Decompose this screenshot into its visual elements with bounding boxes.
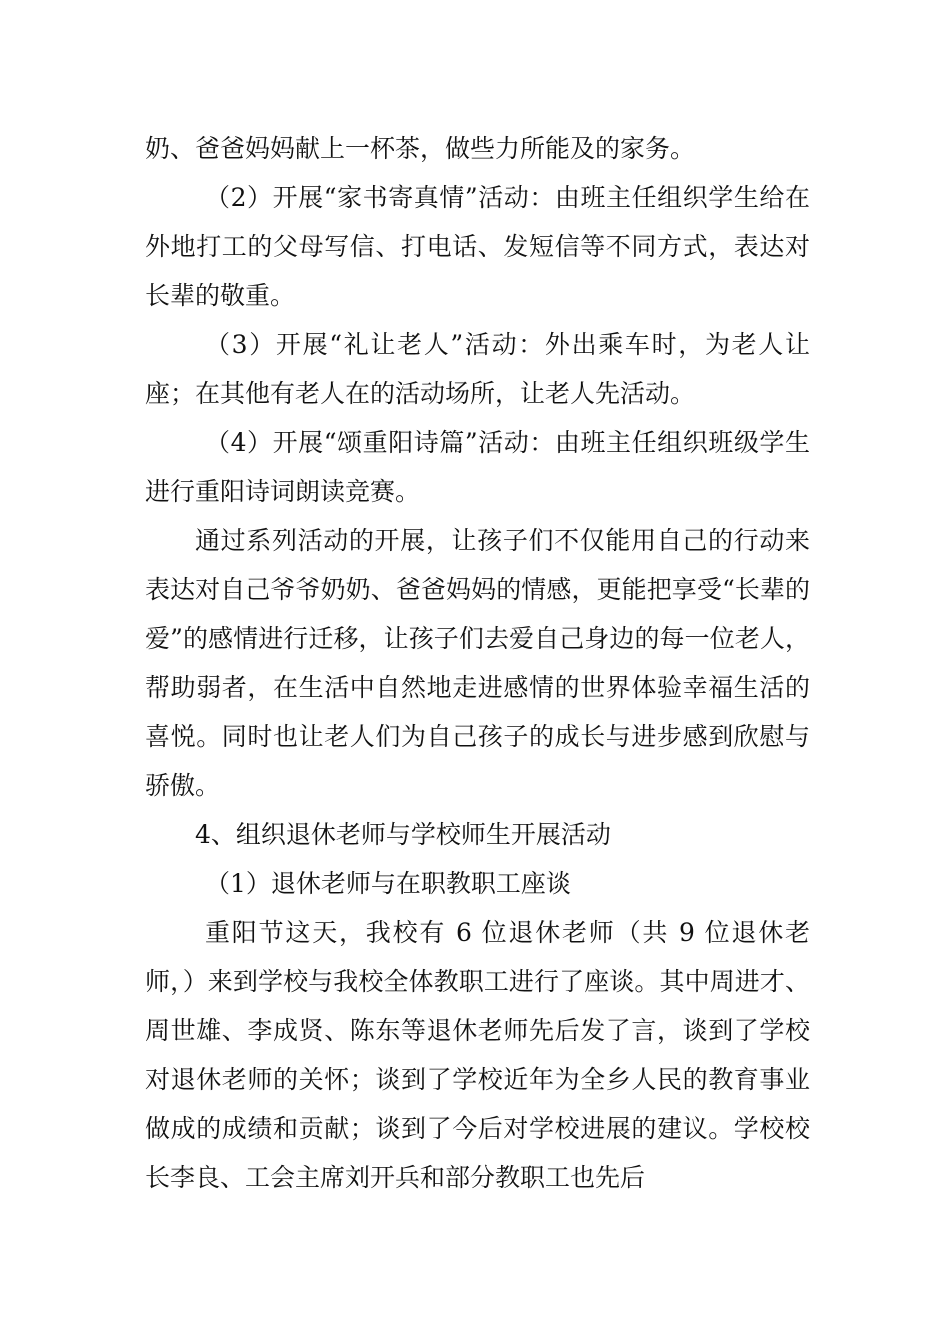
- paragraph-summary: 通过系列活动的开展，让孩子们不仅能用自己的行动来表达对自己爷爷奶奶、爸爸妈妈的情感，更能把享受“长辈的爱”的感情进行迁移，让孩子们去爱自己身边的每一位老人，帮助弱者，在生活中自然地走进感情的世界体验幸福生活的喜悦。同时也让老人们为自己孩子的成长与进步感到欣慰与骄傲。: [145, 526, 810, 800]
- paragraph-forum-details: 重阳节这天，我校有 6 位退休老师（共 9 位退休老师，）来到学校与我校全体教职工进行了座谈。其中周进才、周世雄、李成贤、陈东等退休老师先后发了言，谈到了学校对退休老师的关怀；谈到了学校近年为全乡人民的教育事业做成的成绩和贡献；谈到了今后对学校进展的建议。学校校长李良、工会主席刘开兵和部分教职工也先后: [145, 918, 810, 1192]
- section-heading-retired-teachers: 4、组织退休老师与学校师生开展活动: [195, 820, 611, 849]
- document-page: [145, 124, 810, 1202]
- paragraph-activity-poems: （4）开展“颂重阳诗篇”活动：由班主任组织班级学生进行重阳诗词朗读竞赛。: [145, 428, 810, 506]
- paragraph-continuation: 奶、爸爸妈妈献上一杯茶，做些力所能及的家务。: [145, 134, 696, 163]
- paragraph-activity-seats: （3）开展“礼让老人”活动：外出乘车时，为老人让座；在其他有老人在的活动场所，让老人先活动。: [145, 330, 810, 408]
- subsection-heading-forum: （1）退休老师与在职教职工座谈: [205, 869, 571, 898]
- paragraph-activity-letters: （2）开展“家书寄真情”活动：由班主任组织学生给在外地打工的父母写信、打电话、发短信等不同方式，表达对长辈的敬重。: [145, 183, 810, 310]
